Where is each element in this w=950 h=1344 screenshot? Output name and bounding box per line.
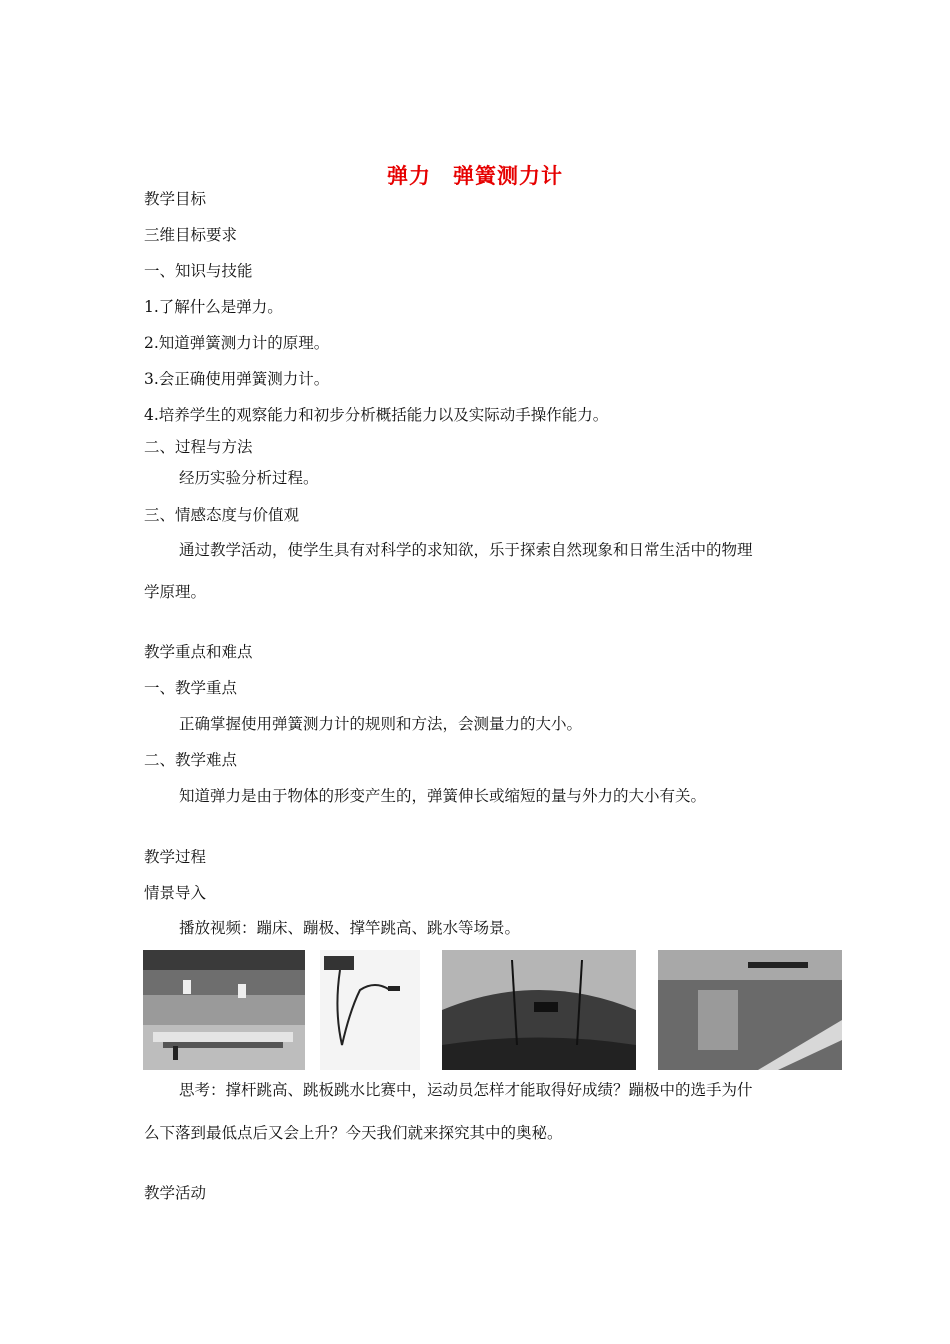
emotion-text-line-2: 学原理。 bbox=[144, 583, 207, 601]
pole-vault-photo bbox=[442, 950, 636, 1070]
goals-heading: 教学目标 bbox=[144, 190, 207, 208]
difficulty-text: 知道弹力是由于物体的形变产生的，弹簧伸长或缩短的量与外力的大小有关。 bbox=[179, 787, 707, 805]
key-points-text: 正确掌握使用弹簧测力计的规则和方法，会测量力的大小。 bbox=[179, 715, 583, 733]
diving-photo bbox=[658, 950, 842, 1070]
think-text-line-1: 思考：撑杆跳高、跳板跳水比赛中，运动员怎样才能取得好成绩？蹦极中的选手为什 bbox=[179, 1081, 753, 1099]
bungee-photo bbox=[320, 950, 420, 1070]
knowledge-item-2: 2.知道弹簧测力计的原理。 bbox=[144, 334, 330, 352]
emotion-heading: 三、情感态度与价值观 bbox=[144, 506, 300, 524]
difficulty-subheading: 二、教学难点 bbox=[144, 751, 238, 769]
document-title: 弹力 弹簧测力计 bbox=[387, 164, 563, 188]
key-difficulty-heading: 教学重点和难点 bbox=[144, 643, 253, 661]
goals-subheading: 三维目标要求 bbox=[144, 226, 238, 244]
knowledge-item-4: 4.培养学生的观察能力和初步分析概括能力以及实际动手操作能力。 bbox=[144, 406, 609, 424]
knowledge-item-1: 1.了解什么是弹力。 bbox=[144, 298, 283, 316]
trampoline-photo bbox=[143, 950, 305, 1070]
teaching-process-heading: 教学过程 bbox=[144, 848, 207, 866]
process-text: 经历实验分析过程。 bbox=[179, 469, 319, 487]
knowledge-heading: 一、知识与技能 bbox=[144, 262, 253, 280]
intro-text: 播放视频：蹦床、蹦极、撑竿跳高、跳水等场景。 bbox=[179, 919, 521, 937]
process-heading: 二、过程与方法 bbox=[144, 438, 253, 456]
activity-heading: 教学活动 bbox=[144, 1184, 207, 1202]
emotion-text-line-1: 通过教学活动，使学生具有对科学的求知欲，乐于探索自然现象和日常生活中的物理 bbox=[179, 541, 753, 559]
think-text-line-2: 么下落到最低点后又会上升？今天我们就来探究其中的奥秘。 bbox=[144, 1124, 563, 1142]
knowledge-item-3: 3.会正确使用弹簧测力计。 bbox=[144, 370, 330, 388]
intro-heading: 情景导入 bbox=[144, 884, 207, 902]
key-points-subheading: 一、教学重点 bbox=[144, 679, 238, 697]
